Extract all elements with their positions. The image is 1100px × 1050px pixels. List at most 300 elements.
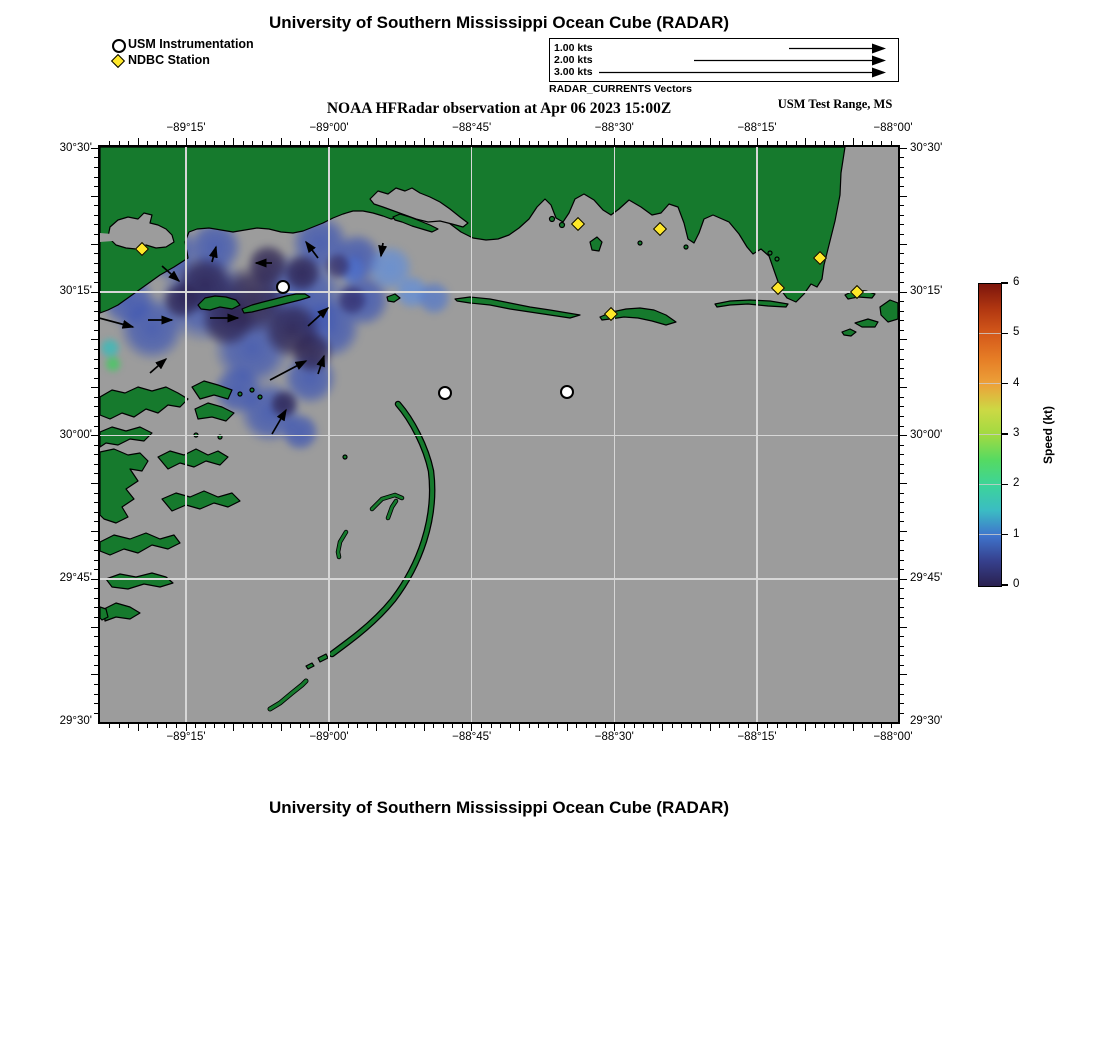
colorbar-tick-label: 1 — [1013, 527, 1020, 540]
axis-tick — [338, 724, 339, 728]
axis-tick — [900, 550, 904, 551]
lat-label-right: 29°30' — [910, 715, 943, 727]
axis-tick — [815, 141, 816, 145]
axis-tick — [576, 141, 577, 145]
axis-tick — [94, 540, 98, 541]
lat-label-left: 30°00' — [59, 428, 92, 441]
usm-instrumentation-icon — [112, 39, 126, 53]
axis-tick — [900, 349, 904, 350]
colorbar-gridline — [979, 534, 1001, 535]
axis-tick — [900, 397, 904, 398]
axis-tick — [452, 724, 453, 728]
axis-tick — [900, 157, 904, 158]
axis-tick — [624, 724, 625, 728]
lat-label-left: 29°45' — [59, 572, 92, 585]
axis-tick — [424, 724, 425, 731]
axis-tick — [128, 141, 129, 145]
axis-tick — [900, 540, 904, 541]
axis-tick — [443, 141, 444, 145]
axis-tick — [395, 141, 396, 145]
axis-tick — [757, 724, 758, 731]
axis-tick — [519, 724, 520, 731]
axis-tick — [357, 724, 358, 728]
axis-tick — [290, 724, 291, 728]
axis-tick — [900, 684, 904, 685]
bottom-title: University of Southern Mississippi Ocean Cube (RADAR) — [268, 798, 730, 817]
axis-tick — [176, 141, 177, 145]
axis-tick — [94, 454, 98, 455]
axis-tick — [414, 141, 415, 145]
axis-tick — [94, 282, 98, 283]
axis-tick — [94, 330, 98, 331]
axis-tick — [328, 138, 329, 145]
axis-tick — [94, 512, 98, 513]
axis-tick — [94, 445, 98, 446]
axis-tick — [900, 406, 904, 407]
axis-tick — [710, 724, 711, 731]
axis-tick — [900, 301, 904, 302]
axis-tick — [767, 724, 768, 728]
axis-tick — [243, 724, 244, 728]
axis-tick — [491, 141, 492, 145]
axis-tick — [367, 724, 368, 728]
axis-tick — [309, 724, 310, 728]
axis-tick — [94, 617, 98, 618]
axis-tick — [233, 138, 234, 145]
vector-scale-label: 2.00 kts — [554, 53, 593, 66]
axis-tick — [900, 521, 904, 522]
observation-subtitle: NOAA HFRadar observation at Apr 06 2023 15:00Z — [326, 100, 672, 117]
axis-tick — [900, 359, 904, 360]
page-title: University of Southern Mississippi Ocean Cube (RADAR) — [268, 13, 730, 32]
axis-tick — [243, 141, 244, 145]
axis-tick — [147, 724, 148, 728]
axis-tick — [91, 339, 98, 340]
axis-tick — [94, 406, 98, 407]
axis-tick — [900, 464, 904, 465]
axis-tick — [900, 368, 904, 369]
axis-tick — [900, 196, 907, 197]
axis-tick — [900, 282, 904, 283]
axis-tick — [586, 724, 587, 728]
axis-tick — [94, 301, 98, 302]
axis-tick — [233, 724, 234, 731]
axis-tick — [205, 141, 206, 145]
axis-tick — [338, 141, 339, 145]
axis-tick — [195, 724, 196, 728]
axis-tick — [900, 292, 907, 293]
axis-tick — [510, 141, 511, 145]
colorbar-tick — [1001, 383, 1008, 385]
axis-tick — [94, 253, 98, 254]
axis-tick — [386, 141, 387, 145]
axis-tick — [691, 141, 692, 145]
axis-tick — [376, 724, 377, 731]
axis-tick — [214, 724, 215, 728]
axis-tick — [719, 141, 720, 145]
axis-tick — [348, 141, 349, 145]
colorbar — [978, 283, 1002, 587]
colorbar-gridline — [979, 484, 1001, 485]
axis-tick — [443, 724, 444, 728]
axis-tick — [281, 138, 282, 145]
axis-tick — [900, 177, 904, 178]
axis-tick — [786, 141, 787, 145]
axis-tick — [834, 141, 835, 145]
lon-label-top: −88°30' — [594, 122, 634, 134]
axis-tick — [94, 177, 98, 178]
axis-tick — [538, 724, 539, 728]
ndbc-station-marker[interactable] — [849, 284, 863, 298]
axis-tick — [786, 724, 787, 728]
axis-tick — [91, 579, 98, 580]
axis-tick — [796, 724, 797, 728]
lon-label-top: −88°00' — [873, 122, 913, 134]
lon-label-bottom: −89°15' — [166, 731, 206, 743]
axis-tick — [634, 141, 635, 145]
axis-tick — [891, 724, 892, 728]
usm-instrumentation-marker[interactable] — [438, 386, 452, 400]
axis-tick — [586, 141, 587, 145]
axis-tick — [94, 569, 98, 570]
axis-tick — [281, 724, 282, 731]
axis-tick — [128, 724, 129, 728]
axis-tick — [653, 141, 654, 145]
axis-tick — [186, 138, 187, 145]
colorbar-tick-label: 2 — [1013, 477, 1020, 490]
axis-tick — [529, 724, 530, 728]
axis-tick — [94, 397, 98, 398]
axis-tick — [91, 435, 98, 436]
axis-tick — [900, 339, 907, 340]
axis-tick — [653, 724, 654, 728]
axis-tick — [900, 598, 904, 599]
axis-tick — [94, 502, 98, 503]
axis-tick — [500, 141, 501, 145]
axis-tick — [900, 560, 904, 561]
axis-tick — [252, 141, 253, 145]
colorbar-tick-label: 4 — [1013, 376, 1020, 389]
axis-tick — [471, 724, 472, 731]
axis-tick — [510, 724, 511, 728]
axis-tick — [900, 588, 904, 589]
axis-tick — [481, 141, 482, 145]
axis-tick — [491, 724, 492, 728]
lat-label-left: 30°15' — [59, 285, 92, 297]
axis-tick — [94, 521, 98, 522]
axis-tick — [862, 141, 863, 145]
legend-usm-label: USM Instrumentation — [128, 37, 254, 51]
axis-tick — [624, 141, 625, 145]
axis-tick — [309, 141, 310, 145]
axis-tick — [205, 724, 206, 728]
axis-tick — [777, 724, 778, 728]
axis-tick — [214, 141, 215, 145]
ndbc-station-marker[interactable] — [134, 241, 148, 255]
lat-label-right: 30°30' — [910, 142, 943, 154]
axis-tick — [757, 138, 758, 145]
axis-tick — [900, 703, 904, 704]
axis-tick — [900, 215, 904, 216]
axis-tick — [900, 713, 904, 714]
axis-tick — [424, 138, 425, 145]
axis-tick — [900, 186, 904, 187]
axis-tick — [643, 141, 644, 145]
axis-tick — [224, 724, 225, 728]
colorbar-tick-label: 6 — [1013, 276, 1020, 288]
axis-tick — [405, 141, 406, 145]
axis-tick — [319, 724, 320, 728]
vector-scale-label: 3.00 kts — [554, 65, 593, 78]
lat-label-right: 30°15' — [910, 285, 943, 297]
axis-tick — [94, 349, 98, 350]
axis-tick — [834, 724, 835, 728]
lon-label-bottom: −88°45' — [452, 731, 492, 743]
colorbar-tick — [1001, 484, 1008, 486]
axis-tick — [94, 646, 98, 647]
axis-tick — [109, 141, 110, 145]
axis-tick — [900, 502, 904, 503]
axis-tick — [900, 617, 904, 618]
axis-tick — [672, 724, 673, 728]
axis-tick — [119, 724, 120, 728]
axis-tick — [900, 665, 904, 666]
axis-tick — [357, 141, 358, 145]
axis-tick — [900, 646, 904, 647]
axis-tick — [471, 138, 472, 145]
axis-tick — [300, 724, 301, 728]
ndbc-station-icon — [113, 56, 123, 66]
axis-tick — [729, 724, 730, 728]
axis-tick — [900, 148, 907, 149]
axis-tick — [94, 272, 98, 273]
ndbc-station-marker[interactable] — [603, 306, 617, 320]
axis-tick — [452, 141, 453, 145]
axis-tick — [195, 141, 196, 145]
axis-tick — [881, 141, 882, 145]
colorbar-gridline — [979, 333, 1001, 334]
axis-tick — [94, 167, 98, 168]
axis-tick — [94, 311, 98, 312]
axis-tick — [595, 141, 596, 145]
colorbar-gridline — [979, 383, 1001, 384]
axis-tick — [481, 724, 482, 728]
axis-tick — [900, 473, 904, 474]
axis-tick — [605, 141, 606, 145]
axis-tick — [300, 141, 301, 145]
axis-tick — [271, 724, 272, 728]
axis-tick — [166, 724, 167, 728]
axis-tick — [748, 724, 749, 728]
axis-tick — [138, 724, 139, 731]
axis-tick — [900, 569, 904, 570]
ndbc-station-marker[interactable] — [570, 216, 584, 230]
axis-tick — [900, 655, 904, 656]
axis-tick — [91, 483, 98, 484]
region-label: USM Test Range, MS — [777, 97, 893, 111]
axis-tick — [94, 426, 98, 427]
vector-scale-label: 1.00 kts — [554, 41, 593, 54]
colorbar-tick — [1001, 584, 1008, 586]
axis-tick — [94, 157, 98, 158]
usm-instrumentation-marker[interactable] — [276, 280, 290, 294]
axis-tick — [853, 724, 854, 731]
axis-tick — [777, 141, 778, 145]
axis-tick — [119, 141, 120, 145]
axis-tick — [94, 607, 98, 608]
axis-tick — [94, 215, 98, 216]
axis-tick — [157, 724, 158, 728]
axis-tick — [567, 138, 568, 145]
axis-tick — [900, 387, 907, 388]
axis-tick — [94, 636, 98, 637]
lat-label-left: 29°30' — [59, 715, 92, 727]
axis-tick — [94, 186, 98, 187]
axis-tick — [376, 138, 377, 145]
axis-tick — [519, 138, 520, 145]
axis-tick — [900, 426, 904, 427]
axis-tick — [94, 205, 98, 206]
axis-tick — [900, 244, 907, 245]
axis-tick — [576, 724, 577, 728]
axis-tick — [805, 724, 806, 731]
vector-scale-box — [549, 38, 899, 82]
axis-tick — [900, 311, 904, 312]
axis-tick — [853, 138, 854, 145]
axis-tick — [94, 464, 98, 465]
axis-tick — [91, 196, 98, 197]
axis-tick — [710, 138, 711, 145]
axis-tick — [94, 550, 98, 551]
axis-tick — [91, 148, 98, 149]
axis-tick — [500, 724, 501, 728]
axis-tick — [891, 141, 892, 145]
axis-tick — [900, 627, 907, 628]
axis-tick — [843, 724, 844, 728]
vector-box-caption: RADAR_CURRENTS Vectors — [549, 83, 692, 95]
colorbar-tick — [1001, 282, 1008, 284]
axis-tick — [348, 724, 349, 728]
axis-tick — [672, 141, 673, 145]
axis-tick — [109, 724, 110, 728]
axis-tick — [414, 724, 415, 728]
axis-tick — [681, 724, 682, 728]
axis-tick — [643, 724, 644, 728]
axis-tick — [290, 141, 291, 145]
axis-tick — [462, 724, 463, 728]
axis-tick — [605, 724, 606, 728]
axis-tick — [843, 141, 844, 145]
axis-tick — [900, 378, 904, 379]
axis-tick — [328, 724, 329, 731]
axis-tick — [900, 253, 904, 254]
axis-tick — [614, 138, 615, 145]
axis-tick — [94, 234, 98, 235]
colorbar-tick — [1001, 333, 1008, 335]
axis-tick — [186, 724, 187, 731]
axis-tick — [91, 627, 98, 628]
lon-label-bottom: −89°00' — [309, 731, 349, 743]
axis-tick — [614, 724, 615, 731]
axis-tick — [176, 724, 177, 728]
axis-tick — [900, 263, 904, 264]
axis-tick — [319, 141, 320, 145]
axis-tick — [900, 234, 904, 235]
axis-tick — [91, 244, 98, 245]
axis-tick — [900, 531, 907, 532]
lat-label-right: 30°00' — [910, 428, 943, 441]
axis-tick — [262, 724, 263, 728]
axis-tick — [94, 703, 98, 704]
lon-label-bottom: −88°00' — [873, 731, 913, 743]
axis-tick — [738, 141, 739, 145]
axis-tick — [94, 359, 98, 360]
axis-tick — [557, 141, 558, 145]
axis-tick — [462, 141, 463, 145]
axis-tick — [824, 141, 825, 145]
axis-tick — [94, 493, 98, 494]
axis-tick — [796, 141, 797, 145]
axis-tick — [157, 141, 158, 145]
ndbc-station-marker[interactable] — [652, 221, 666, 235]
axis-tick — [94, 684, 98, 685]
axis-tick — [881, 724, 882, 728]
colorbar-tick-label: 5 — [1013, 326, 1020, 339]
colorbar-tick — [1001, 433, 1008, 435]
axis-tick — [815, 724, 816, 728]
ndbc-station-marker[interactable] — [812, 250, 826, 264]
axis-tick — [900, 167, 904, 168]
axis-tick — [252, 724, 253, 728]
axis-tick — [94, 416, 98, 417]
axis-tick — [900, 493, 904, 494]
map-canvas-area[interactable] — [98, 145, 900, 724]
colorbar-tick — [1001, 534, 1008, 536]
ndbc-station-marker[interactable] — [770, 280, 784, 294]
axis-tick — [805, 138, 806, 145]
usm-instrumentation-marker[interactable] — [560, 385, 574, 399]
axis-tick — [94, 378, 98, 379]
lon-label-bottom: −88°30' — [594, 731, 634, 743]
axis-tick — [900, 512, 904, 513]
axis-tick — [91, 674, 98, 675]
lon-label-top: −88°45' — [452, 122, 492, 134]
axis-tick — [548, 724, 549, 728]
axis-tick — [900, 272, 904, 273]
axis-tick — [900, 607, 904, 608]
axis-tick — [900, 205, 904, 206]
axis-tick — [538, 141, 539, 145]
axis-tick — [900, 483, 907, 484]
axis-tick — [900, 330, 904, 331]
axis-tick — [386, 724, 387, 728]
axis-tick — [567, 724, 568, 731]
axis-tick — [691, 724, 692, 728]
axis-tick — [91, 292, 98, 293]
lon-label-bottom: −88°15' — [737, 731, 777, 743]
axis-tick — [94, 263, 98, 264]
axis-tick — [900, 224, 904, 225]
axis-tick — [748, 141, 749, 145]
axis-tick — [900, 579, 907, 580]
axis-tick — [94, 713, 98, 714]
legend-ndbc-label: NDBC Station — [128, 53, 210, 67]
station-marker-layer — [100, 147, 898, 722]
axis-tick — [94, 655, 98, 656]
axis-tick — [900, 320, 904, 321]
axis-tick — [94, 320, 98, 321]
axis-tick — [94, 473, 98, 474]
